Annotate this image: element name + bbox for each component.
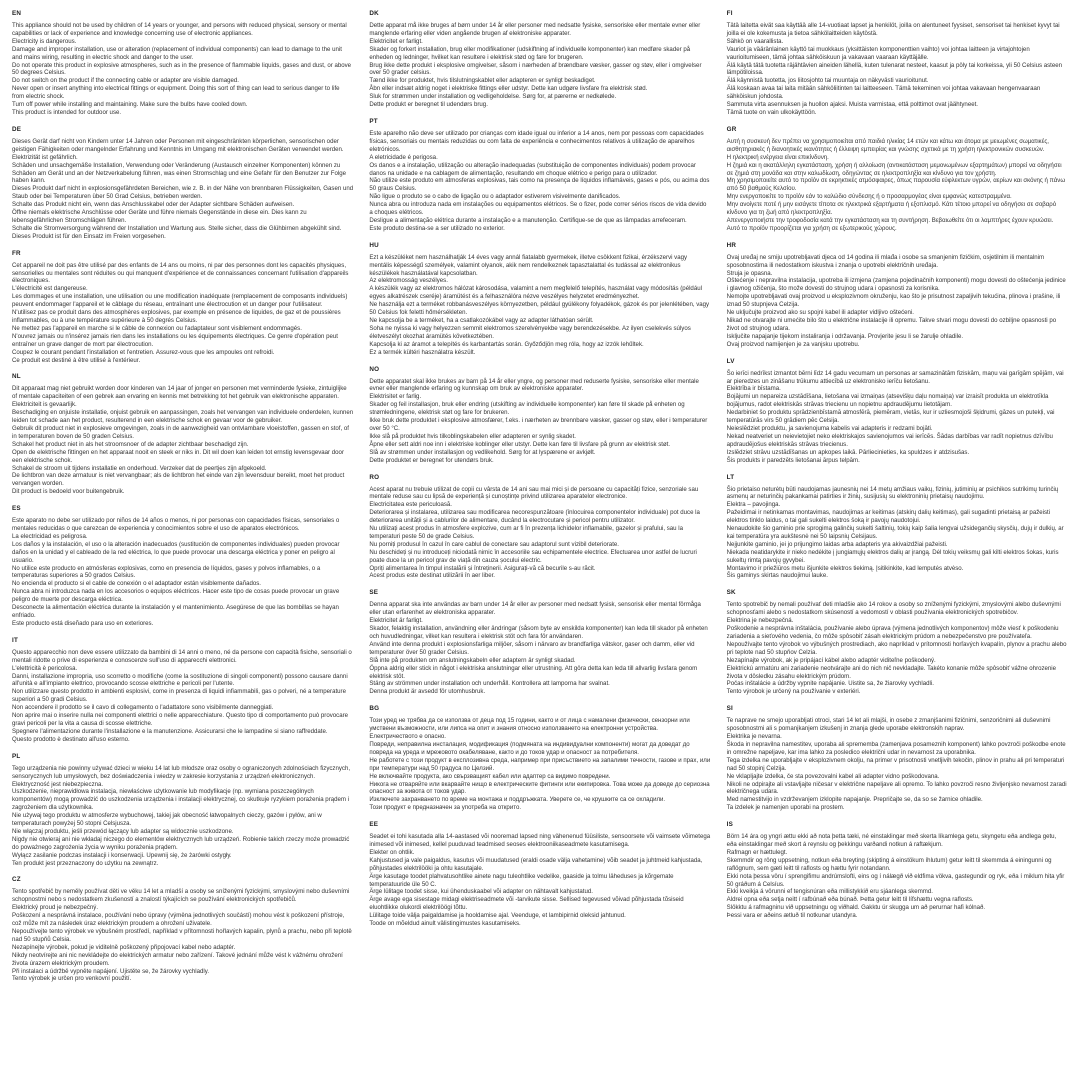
language-code: SE	[369, 589, 379, 597]
language-code: LV	[726, 357, 735, 365]
section-body: Dette apparatet skal ikke brukes av barn på 14 år eller yngre, og personer med reduserte fysiske, sensoriske eller mentale evner eller manglende erfaring og kunnskap om bruk av elektroniske apparater. Elektrisitet er farlig. Skader og feil installasjon, bruk eller endring (utskifting av individuelle komponenter) kan føre til skade på enheten og strømledningene, elektrisk støt og fare for brukeren. Ikke bruk dette produktet i eksplosive atmosfærer, f.eks. i nærheten av brennbare væsker, gasser og støv, eller i temperaturer over 50 °C. Ikke slå på produktet hvis tilkoblingskabelen eller adapteren er synlig skadet. Åpne eller sett aldri noe inn i elektriske koblinger eller utstyr. Dette kan føre til livsfare på grunn av elektrisk støt. Slå av strømmen under installasjon og vedlikehold. Sørg for at lyspærene er avkjølt. Dette produktet er beregnet for utendørs bruk.	[369, 377, 708, 464]
section-hu	[369, 242, 710, 357]
language-code: GR	[726, 125, 737, 133]
section-no	[369, 366, 710, 465]
section-sk	[727, 589, 1068, 696]
language-code: HU	[369, 241, 379, 249]
section-body: Börn 14 ára og yngri ættu ekki að nota þetta tæki, né einstaklingar með skerta líkamlega getu, skyngetu eða andlega getu, eða einstaklingar með skort á reynslu og þekkingu varðandi notkun á raftækjum. Rafmagn er hættulegt. Skemmdir og röng uppsetning, notkun eða breyting (skipting á einstökum íhlutum) getur leitt til skemmda á einingunni og raflögnum, sem gæti leitt til raflosts og hættu fyrir notandann. Ekki nota þessa vöru í sprengifimu andrúmslofti, eins og í nálægð við eldfima vökva, gastegundir og ryk, eða í miklum hita yfir 50 gráðum á Celsíus. Ekki kveikja á vörunni ef tengisnúran eða millistykkið eru sjáanlega skemmd. Aldrei opna eða setja neitt í rafbúnað eða búnað. Þetta getur leitt til lífshættu vegna raflosts. Slökktu á rafmagninu við uppsetningu og viðhald. Gakktu úr skugga um að perurnar hafi kólnað. Þessi vara er aðeins ætluð til notkunar utandyra.	[726, 833, 1065, 920]
section-pl	[12, 753, 353, 868]
section-cz	[12, 876, 353, 983]
section-body: Seadet ei tohi kasutada alla 14-aastased või nooremad lapsed ning vähenenud füüsiliste, sensoorsete või vaimsete võimetega inimesed või inimesed, kellel puuduvad teadmised seoses elektrooniikaseadmete kasutamisega. Elekter on ohtlik. Kahjustused ja vale paigaldus, kasutus või muudatused (eraldi osade välja vahetamine) võib seadet ja juhtmeid kahjustada, põhjustades elektrilööki ja ohtu kasutajale. Ärge kasutage toodet plahvatusohtlike ainete nagu tuleohtlike vedelike, gaaside ja tolmu läheduses ja kõrgemate temperatuuride üle 50 C. Ärge lülitage toodet sisse, kui ühenduskaabel või adapter on nähtavalt kahjustatud. Ärge avage ega sisestage midagi elektriseadmete või -tarvikute sisse. Sellised tegevused võivad põhjustada tõsiseid eluohtlikke olukordi elektrilöögi tõttu. Lülitage toide välja paigaldamise ja hooldamise ajal. Veenduge, et lambipirnid oleksid jahtunud. Toode on mõeldud ainult välistingimustes kasutamiseks.	[369, 833, 711, 928]
language-code: EN	[12, 10, 22, 17]
section-body: Tätä laitetta eivät saa käyttää alle 14-vuotiaat lapset ja henkilöt, joilla on alentuneet fyysiset, sensoriset tai henkiset kyvyt tai joilla ei ole kokemusta ja tietoa sähkölaitteiden käytöstä. Sähkö on vaarallista. Vauriot ja vääränlainen käyttö tai muokkaus (yksittäisten komponenttien vaihto) voi johtaa laitteen ja virtajohtojen vaurioitumiseen, tämä johtaa sähköiskuun ja vakavaan vaaraan käyttäjälle. Älä käytä tätä tuotetta räjähtävien aineiden lähellä, kuten tulenarat nesteet, kaasut ja pöly tai korkeissa, yli 50 Celsius asteen lämpötiloissa. Älä käynnistä tuotetta, jos liitosjohto tai muuntaja on näkyvästi vaurioitunut. Älä koskaan avaa tai laita mitään sähköliitinten tai laitteeseen. Tämä tekeminen voi johtaa vakavaan hengenvaaraan sähköiskun johdosta. Sammuta virta asennuksen ja huollon ajaksi. Muista varmistaa, että polttimot ovat jäähtyneet. Tämä tuote on vain ulkokäyttöön.	[726, 22, 1063, 116]
language-code: PL	[12, 752, 21, 760]
section-body: Denna apparat ska inte användas av barn under 14 år eller av personer med nedsatt fysisk, sensorisk eller mental förmåga eller utan erfarenhet av elektroniska apparater. Elektricitet är farligt. Skador, felaktig installation, användning eller ändringar (såsom byte av enskilda komponenter) kan leda till skador på enheten och huvudledningar, vilket kan resultera i elektrisk stöt och fara för användaren. Använd inte denna produkt i explosionsfarliga miljöer, såsom i närvaro av brandfarliga vätskor, gaser och damm, eller vid temperaturer över 50 grader Celsius. Slå inte på produkten om anslutningskabeln eller adaptern är synligt skadad. Öppna aldrig eller stick in något i elektriska anslutningar eller utrustning. Att göra detta kan leda till allvarlig livsfara genom elektrisk stöt. Stäng av strömmen under installation och underhåll. Kontrollera att lamporna har svalnat. Denna produkt är avsedd för utomhusbruk.	[369, 601, 708, 696]
column-middle	[369, 10, 710, 1074]
section-ee	[369, 821, 710, 928]
language-code: ES	[12, 505, 21, 513]
column-right	[727, 10, 1068, 1074]
language-code: EE	[369, 821, 379, 829]
section-body: Este aparato no debe ser utilizado por niños de 14 años o menos, ni por personas con capacidades físicas, sensoriales o mentales reducidas o que carezcan de experiencia y conocimientos sobre el uso de aparatos electrónicos. La electricidad es peligrosa. Los daños y la instalación, el uso o la alteración inadecuados (sustitución de componentes individuales) pueden provocar daños en la unidad y el cableado de la red eléctrica, lo que puede provocar una descarga eléctrica y poner en peligro al usuario. No utilice este producto en atmósferas explosivas, como en presencia de líquidos, gases y polvos inflamables, o a temperaturas superiores a 50 grados Celsius. No encienda el producto si el cable de conexión o el adaptador están visiblemente dañados. Nunca abra ni introduzca nada en los accesorios o equipos eléctricos. Hacer este tipo de cosas puede provocar un grave peligro de muerte por descarga eléctrica. Desconecte la alimentación eléctrica durante la instalación y el mantenimiento. Asegúrese de que las bombillas se hayan enfriado. Este producto está diseñado para uso en exteriores.	[12, 517, 340, 627]
language-code: IS	[726, 821, 734, 829]
section-body: Dieses Gerät darf nicht von Kindern unter 14 Jahren oder Personen mit eingeschränkten körperlichen, sensorischen oder geistigen Fähigkeiten oder mangelnder Erfahrung und Kenntnis im Umgang mit elektronischen Geräten verwendet werden. Elektrizität ist gefährlich. Schäden und unsachgemäße Installation, Verwendung oder Veränderung (Austausch einzelner Komponenten) können zu Schäden am Gerät und an der Netzverkabelung führen, was einen Stromschlag und eine Gefahr für den Benutzer zur Folge haben kann. Dieses Produkt darf nicht in explosionsgefährdeten Bereichen, wie z. B. in der Nähe von brennbaren Flüssigkeiten, Gasen und Staub oder bei Temperaturen über 50 Grad Celsius, betrieben werden. Schalte das Produkt nicht ein, wenn das Anschlusskabel oder der Adapter sichtbare Schäden aufweisen. Öffne niemals elektrische Anschlüsse oder Geräte und führe niemals Gegenstände in diese ein. Dies kann zu lebensgefährlichen Stromschlägen führen. Schalte die Stromversorgung während der Installation und Wartung aus. Stelle sicher, dass die Glühbirnen abgekühlt sind. Dieses Produkt ist für den Einsatz im Freien vorgesehen.	[12, 137, 354, 240]
section-is	[727, 821, 1068, 920]
column-left	[12, 10, 353, 1074]
language-code: NO	[369, 365, 380, 373]
language-code: BG	[369, 705, 380, 713]
section-nl	[12, 373, 353, 496]
language-code: SK	[726, 589, 736, 597]
section-it	[12, 637, 353, 744]
section-body: Αυτή η συσκευή δεν πρέπει να χρησιμοποιείται από παιδιά ηλικίας 14 ετών και κάτω και άτομα με μειωμένες σωματικές, αισθητηριακές ή διανοητικές ικανότητες ή έλλειψη εμπειρίας και γνώσης σχετικά με τη χρήση ηλεκτρονικών συσκευών. Η ηλεκτρική ενέργεια είναι επικίνδυνη. Η ζημιά και η ακατάλληλη εγκατάσταση, χρήση ή αλλοίωση (αντικατάσταση μεμονωμένων εξαρτημάτων) μπορεί να οδηγήσει σε ζημιά στη μονάδα και στην καλωδίωση, οδηγώντας σε ηλεκτροπληξία και κίνδυνο για τον χρήστη. Μη χρησιμοποιείτε αυτό το προϊόν σε εκρηκτικές ατμόσφαιρες, όπως παρουσία εύφλεκτων υγρών, αερίων και σκόνης ή πάνω από 50 βαθμούς Κελσίου. Μην ενεργοποιείτε το προϊόν εάν το καλώδιο σύνδεσης ή ο προσαρμογέας είναι εμφανώς κατεστραμμένα. Μην ανοίγετε ποτέ ή μην εισάγετε τίποτα σε ηλεκτρικά εξαρτήματα ή εξοπλισμό. Κάτι τέτοιο μπορεί να οδηγήσει σε σοβαρό κίνδυνο για τη ζωή από ηλεκτροπληξία. Απενεργοποιήστε την τροφοδοσία κατά την εγκατάσταση και τη συντήρηση. Βεβαιωθείτε ότι οι λαμπτήρες έχουν κρυώσει. Αυτό το προϊόν προορίζεται για χρήση σε εξωτερικούς χώρους.	[726, 137, 1066, 232]
section-en	[12, 10, 353, 117]
language-code: FI	[726, 10, 733, 17]
section-fi	[727, 10, 1068, 117]
language-code: CZ	[12, 876, 21, 884]
language-code: FR	[12, 249, 21, 257]
section-body: Questo apparecchio non deve essere utilizzato da bambini di 14 anni o meno, né da persone con capacità fisiche, sensoriali o mentali ridotte o prive di esperienza e conoscenze sull'uso di apparecchi elettronici. L'elettricità è pericolosa. Danni, installazione impropria, uso scorretto o modifiche (come la sostituzione di singoli componenti) possono causare danni all'unità e all'impianto elettrico, provocando scosse elettriche e pericoli per l'utente. Non utilizzare questo prodotto in ambienti esplosivi, come in presenza di liquidi infiammabili, gas o polveri, né a temperature superiori a 50 gradi Celsius. Non accendere il prodotto se il cavo di collegamento o l'adattatore sono visibilmente danneggiati. Non aprire mai o inserire nulla nei componenti elettrici o nelle apparecchiature. Questo tipo di comportamento può provocare gravi pericoli per la vita a causa di scosse elettriche. Spegnere l'alimentazione durante l'installazione e la manutenzione. Assicurarsi che le lampadine si siano raffreddate. Questo prodotto è destinato all'uso esterno.	[12, 648, 352, 743]
section-lt	[727, 474, 1068, 581]
section-lv	[727, 358, 1068, 465]
language-code: HR	[726, 241, 737, 249]
language-code: DE	[12, 125, 22, 133]
section-body: Ezt a készüléket nem használhatják 14 éves vagy annál fiatalabb gyermekek, illetve csökkent fizikai, érzékszervi vagy mentális képességű személyek, valamint olyanok, akik nem rendelkeznek tapasztalattal és tudással az elektronikus készülékek használatával kapcsolatban. Az elektromosság veszélyes. A készülék vagy az elektromos hálózat károsodása, valamint a nem megfelelő telepítés, használat vagy módosítás (például egyes alkatrészek cseréje) áramütést és a felhasználóra nézve veszélyes helyzetet eredményezhet. Ne használja ezt a terméket robbanásveszélyes környezetben, például gyúlékony folyadékok, gázok és por jelenlétében, vagy 50 Celsius fok feletti hőmérsékleten. Ne kapcsolja be a terméket, ha a csatlakozókábel vagy az adapter láthatóan sérült. Soha ne nyissa ki vagy helyezzen semmit elektromos szerelvényekbe vagy berendezésekbe. Az ilyen cselekvés súlyos életveszélyt okozhat áramütés következtében. Kapcsolja ki az áramot a telepítés és karbantartás során. Győződjön meg róla, hogy az izzók lehűltek. Ez a termék kültéri használatra készült.	[369, 253, 710, 356]
language-code: PT	[369, 117, 378, 125]
section-body: Този уред не трябва да се използва от деца под 15 години, както и от лица с намалени физически, сензорни или умствени възможности, или липса на опит и знания относно използването на електронни устройства. Електричеството е опасно. Повреди, неправилна инсталация, модификация (подмяната на индивидуални компоненти) могат да доведат до повреда на уреда и мрежовото окабеляване, както и до токов удар и опасност за потребителя. Не работете с този продукт в експлозивна среда, например при присъствието на запалими течности, газове и прах, или при температури над 50 градуса по Целзий. Не включвайте продукта, ако свързващият кабел или адаптер са видимо повредени. Никога не отваряйте или вкарвайте нищо в електрическите фитинги или екипировка. Това може да доведе до сериозна опасност за живота от токов удар. Изключете захранването по време на монтажа и поддръжката. Уверете се, че крушките са се охладили. Този продукт е предназначен за употреба на открито.	[369, 717, 711, 812]
section-bg	[369, 705, 710, 812]
section-gr	[727, 126, 1068, 233]
section-body: Dit apparaat mag niet gebruikt worden door kinderen van 14 jaar of jonger en personen met verminderde fysieke, zintuiglijke of mentale capaciteiten of een gebrek aan ervaring en kennis met betrekking tot het gebruik van elektronische apparaten. Elektriciteit is gevaarlijk. Beschadiging en onjuiste installatie, onjuist gebruik en aanpassingen, zoals het vervangen van individuele onderdelen, kunnen leiden tot schade aan het product, resulterend in een elektrische schok en gevaar voor de gebruiker. Gebruik dit product niet in explosieve omgevingen, zoals in de aanwezigheid van ontvlambare vloeistoffen, gassen en stof, of in temperaturen boven de 50 graden Celsius. Schakel het product niet in als het stroomsnoer of de adapter zichtbaar beschadigd zijn. Open de elektrische fittingen en het apparaat nooit en steek er niks in. Dit wil doen kan leiden tot ernstig levensgevaar door een elektrische schok. Schakel de stroom uit tijdens installatie en onderhoud. Verzeker dat de peertjes zijn afgekoeld. De lichtbron van deze armatuur is niet vervangbaar; als de lichtbron het einde van zijn levensduur bereikt, moet het product vervangen worden. Dit product is bedoeld voor buitengebruik.	[12, 385, 354, 496]
section-de	[12, 126, 353, 241]
language-code: DK	[369, 10, 379, 17]
section-pt	[369, 118, 710, 233]
section-dk	[369, 10, 710, 109]
language-code: LT	[726, 473, 735, 481]
section-fr	[12, 250, 353, 365]
section-body: Tento spotřebič by neměly používat děti ve věku 14 let a mladší a osoby se sníženými fyzickými, smyslovými nebo duševními schopnostmi nebo s nedostatkem zkušeností a znalostí týkajících se používání elektronických spotřebičů. Elektrický proud je nebezpečný. Poškození a nesprávná instalace, používání nebo úpravy (výměna jednotlivých součástí) mohou vést k poškození přístroje, což může mít za následek úraz elektrickým proudem a ohrožení uživatele. Nepoužívejte tento výrobek ve výbušném prostředí, například v přítomnosti hořlavých kapalin, plynů a prachu, nebo při teplotě nad 50 stupňů Celsia. Nezapínejte výrobek, pokud je viditelně poškozený připojovací kabel nebo adaptér. Nikdy neotvírejte ani nic nevkládejte do elektrických armatur nebo zařízení. Takové jednání může vést k vážnému ohrožení života úrazem elektrickým proudem. Při instalaci a údržbě vypněte napájení. Ujistěte se, že žárovky vychladly. Tento výrobek je určen pro venkovní použití.	[12, 888, 352, 983]
section-body: Dette apparat må ikke bruges af børn under 14 år eller personer med nedsatte fysiske, sensoriske eller mentale evner eller manglende erfaring eller viden angående brugen af elektroniske apparater. Elektricitet er farligt. Skader og forkert installation, brug eller modifikationer (udskiftning af individuelle komponenter) kan medføre skader på enheden og ledninger, hvilket kan resultere i elektrisk stød og fare for brugeren. Brug ikke dette produkt i eksplosive omgivelser, såsom i nærheden af brændbare væsker, gasser og støv, eller i omgivelser over 50 grader celsius. Tænd ikke for produktet, hvis tilslutningskablet eller adapteren er synligt beskadiget. Åbn eller indsæt aldrig noget i elektriske fittings eller udstyr. Dette kan udgøre livsfare fra elektrisk stød. Sluk for strømmen under installation og vedligeholdelse. Sørg for, at pærerne er nedkølede. Dette produkt er beregnet til udendørs brug.	[369, 22, 702, 109]
language-code: IT	[12, 636, 18, 644]
section-body: Este aparelho não deve ser utilizado por crianças com idade igual ou inferior a 14 anos, nem por pessoas com capacidades físicas, sensoriais ou mentais reduzidas ou com falta de experiência e conhecimentos relativos à utilização de aparelhos eletrónicos. A eletricidade é perigosa. Os danos e a instalação, utilização ou alteração inadequadas (substituição de componentes individuais) podem provocar danos na unidade e na cablagem de alimentação, resultando em choque elétrico e perigo para o utilizador. Não utilize este produto em atmosferas explosivas, tais como na presença de líquidos inflamáveis, gases e pós, ou acima dos 50 graus Celsius. Não ligue o produto se o cabo de ligação ou o adaptador estiverem visivelmente danificados. Nunca abra ou introduza nada em instalações ou equipamentos elétricos. Se o fizer, pode correr sérios riscos de vida devido a choques elétricos. Desligue a alimentação elétrica durante a instalação e a manutenção. Certifique-se de que as lâmpadas arrefeceram. Este produto destina-se a ser utilizado no exterior.	[369, 129, 710, 232]
section-body: Šo ierīci nedrīkst izmantot bērni līdz 14 gadu vecumam un personas ar samazinātām fiziskām, maņu vai garīgām spējām, vai ar pieredzes un zināšanu trūkumu attiecībā uz elektronisko ierīču lietošanu. Elektrība ir bīstama. Bojājumi un nepareiza uzstādīšana, lietošana vai izmaiņas (atsevišķu daļu nomaiņa) var izraisīt produkta un elektrotīkla bojājumus, radot elektriskās strāvas triecienu un nopietnu apdraudējumu lietotājam. Nedarbiniet šo produktu sprādzienbīstamā atmosfērā, piemēram, vietās, kur ir uzliesmojoši šķidrumi, gāzes un putekļi, vai temperatūrās virs 50 grādiem pēc Celsija. Neieslēdziet produktu, ja savienojuma kabelis vai adapteris ir redzami bojāti. Nekad neatveriet un neievietojiet neko elektriskajos savienojumos vai ierīcēs. Šādas darbības var radīt nopietnus dzīvību apdraudējošus elektriskās strāvas triecienus. Izslēdziet strāvu uzstādīšanas un apkopes laikā. Pārliecinieties, ka spuldzes ir atdzisušas. Šis produkts ir paredzēts lietošanai ārpus telpām.	[726, 369, 1064, 464]
section-body: Tento spotrebič by nemali používať deti mladšie ako 14 rokov a osoby so zníženými fyzickými, zmyslovými alebo duševnými schopnosťami alebo s nedostatkom skúseností a vedomostí v oblasti používania elektronických spotrebičov. Elektrina je nebezpečná. Poškodenie a nesprávna inštalácia, používanie alebo úprava (výmena jednotlivých komponentov) môže viesť k poškodeniu zariadenia a sieťového vedenia, čo môže spôsobiť zásah elektrickým prúdom a nebezpečenstvo pre používateľa. Nepoužívajte tento výrobok vo výbušných prostrediach, ako napríklad v prítomnosti horľavých kvapalín, plynov a prachu alebo pri teplote nad 50 stupňov Celzia. Nezapínajte výrobok, ak je pripájací kábel alebo adaptér viditeľne poškodený. Elektrickú armatúru ani zariadenie neotvárajte ani do nich nič nevkladajte. Takéto konanie môže spôsobiť vážne ohrozenie života v dôsledku zásahu elektrickým prúdom. Počas inštalácie a údržby vypnite napájanie. Uistite sa, že žiarovky vychladli. Tento výrobok je určený na používanie v exteriéri.	[726, 601, 1067, 696]
section-body: Ovaj uređaj ne smiju upotrebljavati djeca od 14 godina ili mlađa i osobe sa smanjenim fizičkim, osjetilnim ili mentalnim sposobnostima ili nedostatkom iskustva i znanja o upotrebi električnih uređaja. Struja je opasna. Oštećenje i nepravilna instalacija, upotreba ili izmjena (zamjena pojedinačnih komponenti) mogu dovesti do oštećenja jedinice i glavnog ožičenja, što može dovesti do strujnog udara i opasnosti za korisnika. Nemojte upotrebljavati ovaj proizvod u eksplozivnom okruženju, kao što je prisutnost zapaljivih tekućina, plinova i prašine, ili iznad 50 stupnjeva Celzija. Ne uključujte proizvod ako su spojni kabel ili adapter vidljivo oštećeni. Nikad ne otvarajte ni umećite bilo što u električne instalacije ili opremu. Takve stvari mogu dovesti do ozbiljne opasnosti po život od strujnog udara. Isključite napajanje tijekom instaliranja i održavanja. Provjerite jesu li se žarulje ohladile. Ovaj proizvod namijenjen je za vanjsku upotrebu.	[726, 253, 1066, 348]
section-body: Te naprave ne smejo uporabljati otroci, stari 14 let ali mlajši, in osebe z zmanjšanimi fizičnimi, senzoričnimi ali duševnimi sposobnostmi ali s pomanjkanjem izkušenj in znanja glede uporabe elektronskih naprav. Elektrika je nevarna. Škoda in nepravilna namestitev, uporaba ali sprememba (zamenjava posameznih komponent) lahko povzroči poškodbe enote in omrežne napeljave, kar ima lahko za posledico električni udar in nevarnost za uporabnika. Tega izdelka ne uporabljajte v eksplozivnem okolju, na primer v prisotnosti vnetljivih tekočin, plinov in prahu ali pri temperaturi nad 50 stopinj Celzija. Ne vklapljajte izdelka, če sta povezovalni kabel ali adapter vidno poškodovana. Nikoli ne odpirajte ali vstavljajte ničesar v električne napeljave ali opremo. To lahko povzroči resno življenjsko nevarnost zaradi električnega udara. Med namestitvijo in vzdrževanjem izklopite napajanje. Prepričajte se, da so se žarnice ohladile. Ta izdelek je namenjen uporabi na prostem.	[726, 717, 1067, 812]
language-code: NL	[12, 373, 21, 381]
language-code: SI	[726, 705, 734, 713]
section-si	[727, 705, 1068, 812]
section-body: Acest aparat nu trebuie utilizat de copii cu vârsta de 14 ani sau mai mici și de persoane cu capacități fizice, senzoriale sau mentale reduse sau cu lipsă de experiență și cunoștințe privind utilizarea aparatelor electronice. Electricitatea este periculoasă. Deteriorarea și instalarea, utilizarea sau modificarea necorespunzătoare (înlocuirea componentelor individuale) pot duce la deteriorarea unității și a cablurilor de alimentare, ducând la electrocutare și pericol pentru utilizator. Nu utilizați acest produs în atmosfere explozive, cum ar fi în prezența lichidelor inflamabile, gazelor și prafului, sau la temperaturi peste 50 de grade Celsius. Nu porniți produsul în cazul în care cablul de conectare sau adaptorul sunt vizibil deteriorate. Nu deschideți și nu introduceți niciodată nimic în accesoriile sau echipamentele electrice. Efectuarea unor astfel de lucruri poate duce la un pericol grav de viață din cauza șocului electric. Opriți alimentarea în timpul instalării și întreținerii. Asigurați-vă că becurile s-au răcit. Acest produs este destinat utilizării în aer liber.	[369, 485, 700, 580]
language-code: RO	[369, 473, 380, 481]
section-se	[369, 589, 710, 696]
section-hr	[727, 242, 1068, 349]
section-es	[12, 505, 353, 628]
section-body: This appliance should not be used by children of 14 years or younger, and persons with reduced physical, sensory or mental capabilities or lack of experience and knowledge concerning use of electronic appliances. Electricity is dangerous. Damage and improper installation, use or alteration (replacement of individual components) can lead to damage to the unit and mains wiring, resulting in electric shock and danger to the user. Do not operate this product in explosive atmospheres, such as in the presence of flammable liquids, gases and dust, or above 50 degrees Celsius. Do not switch on the product if the connecting cable or adapter are visible damaged. Never open or insert anything into electrical fittings or equipment. Doing this sort of thing can lead to serious danger to life from electric shock. Turn off power while installing and maintaining. Make sure the bulbs have cooled down. This product is intended for outdoor use.	[12, 22, 352, 116]
section-body: Šio prietaiso neturėtų būti naudojamas jaunesnių nei 14 metų amžiaus vaikų, fizinių, jutiminių ar psichikos sutrikimų turinčių asmenų ar neturinčių pakankamai patirties ir žinių, susijusių su elektroninių prietaisų naudojimu. Elektra – pavojinga. Pažeidimai ir netinkamas montavimas, naudojimas ar keitimas (atskirų dalių keitimas), gali sugadinti prietaisą ar pažeisti elektros tinklo laidus, o tai gali sukelti elektros šoką ir pavojų naudotojui. Nenaudokite šio gaminio prie sprogimą galinčių sukelti šaltinių, tokių kaip šalia lengvai užsidegančių skysčių, dujų ir dulkių, ar kai temperatūra yra aukštesnė nei 50 laipsnių Celsijaus. Neįjunkite gaminio, jei jo prijungimo laidas arba adapteris yra akivaizdžiai pažeisti. Niekada neatidarykite ir nieko nedėkite į jungiamųjų elektros dalių ar įrangą. Dėl tokių veiksmų gali kilti elektros šokas, kuris sukeltų rimtą pavojų gyvybei. Montavimo ir priežiūros metu išjunkite elektros tiekimą. Įsitikinkite, kad lemputės atvėso. Šis gaminys skirtas naudojimui lauke.	[726, 485, 1064, 580]
section-body: Cet appareil ne doit pas être utilisé par des enfants de 14 ans ou moins, ni par des personnes dont les capacités physiques, sensorielles ou mentales sont réduites ou qui manquent d'expérience et de connaissances concernant l'utilisation d'appareils électroniques. L'électricité est dangereuse. Les dommages et une installation, une utilisation ou une modification inadéquate (remplacement de composants individuels) peuvent endommager l'appareil et le câblage du réseau, entraînant une électrocution et un danger pour l'utilisateur. N'utilisez pas ce produit dans des atmosphères explosives, par exemple en présence de liquides, de gaz et de poussières inflammables, ou à une température supérieure à 50 degrés Celsius. Ne mettez pas l'appareil en marche si le câble de connexion ou l'adaptateur sont visiblement endommagés. N'ouvrez jamais ou n'insérez jamais rien dans les installations ou les équipements électriques. Ce genre d'opération peut entraîner un grave danger de mort par électrocution. Coupez le courant pendant l'installation et l'entretien. Assurez-vous que les ampoules ont refroidi. Ce produit est destiné à être utilisé à l'extérieur.	[12, 261, 349, 364]
section-ro	[369, 474, 710, 581]
section-body: Tego urządzenia nie powinny używać dzieci w wieku 14 lat lub młodsze oraz osoby o ograniczonych zdolnościach fizycznych, sensorycznych lub umysłowych, bez doświadczenia i wiedzy w zakresie korzystania z urządzeń elektronicznych. Elektryczność jest niebezpieczna. Uszkodzenie, nieprawidłowa instalacja, niewłaściwe użytkowanie lub modyfikacje (np. wymiana poszczególnych komponentów) mogą prowadzić do uszkodzenia urządzenia i instalacji elektrycznej, co skutkuje ryzykiem porażenia prądem i zagrożeniem dla użytkownika. Nie używaj tego produktu w atmosferze wybuchowej, takiej jak obecność łatwopalnych cieczy, gazów i pyłów, ani w temperaturach powyżej 50 stopni Celsjusza. Nie włączaj produktu, jeśli przewód łączący lub adapter są widocznie uszkodzone. Nigdy nie otwieraj ani nie wkładaj niczego do elementów elektrycznych lub urządzeń. Robienie takich rzeczy może prowadzić do poważnego zagrożenia życia w wyniku porażenia prądem. Wyłącz zasilanie podczas instalacji i konserwacji. Upewnij się, że żarówki ostygły. Ten produkt jest przeznaczony do użytku na zewnątrz.	[12, 764, 351, 867]
